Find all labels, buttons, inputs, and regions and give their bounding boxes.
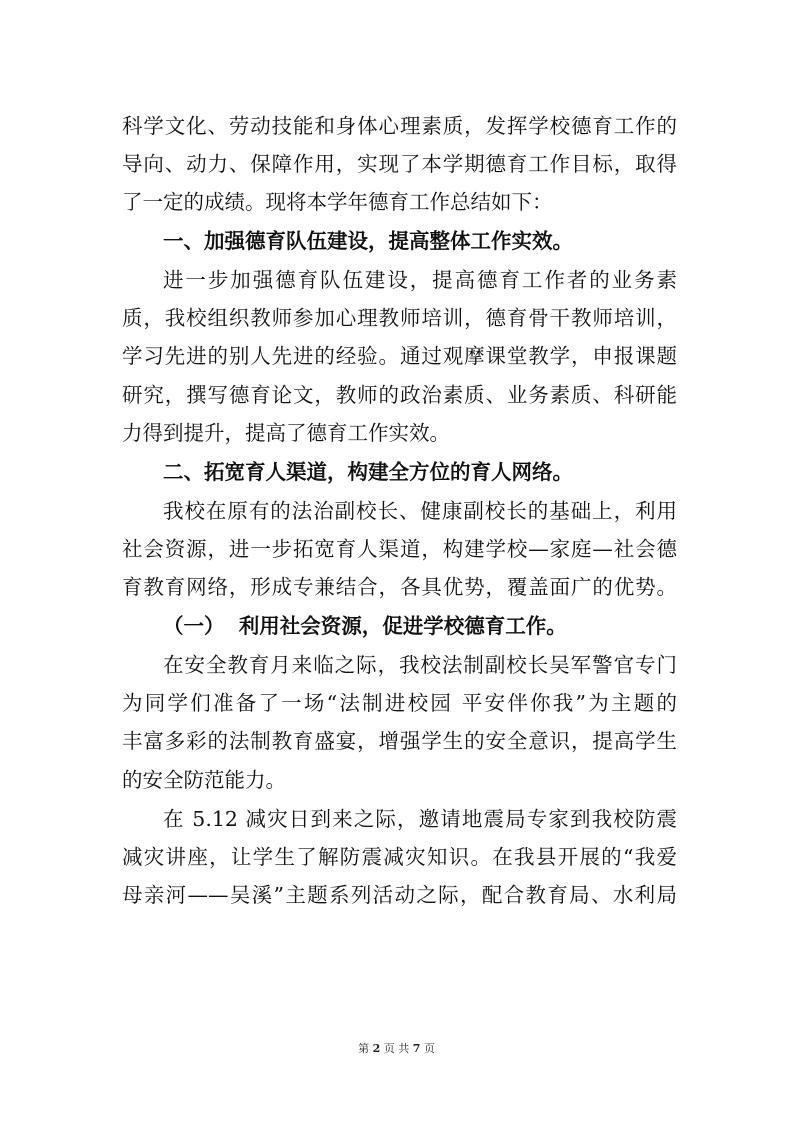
body-line: 导向、动力、保障作用，实现了本学期德育工作目标，取得: [122, 152, 677, 176]
body-line: 质，我校组织教师参加心理教师培训，德育骨干教师培训，: [122, 306, 677, 330]
total-page-number: 7: [412, 1042, 421, 1055]
footer-suffix: 页: [423, 1042, 435, 1055]
page-footer: [0, 1041, 793, 1057]
subsection-heading-1: （一） 利用社会资源，促进学校德育工作。: [163, 614, 567, 638]
body-line: 育教育网络，形成专兼结合，各具优势，覆盖面广的优势。: [122, 575, 677, 599]
paragraph-first-line: 在安全教育月来临之际，我校法制副校长吴军警官专门: [163, 653, 677, 677]
footer-prefix: 第: [358, 1042, 370, 1055]
body-line: 社会资源，进一步拓宽育人渠道，构建学校—家庭—社会德: [122, 537, 677, 561]
paragraph-first-line: 进一步加强德育队伍建设，提高德育工作者的业务素: [163, 268, 677, 292]
body-line: 为同学们准备了一场“法制进校园 平安伴你我”为主题的: [122, 691, 677, 715]
section-heading-2: 二、拓宽育人渠道，构建全方位的育人网络。: [163, 460, 573, 484]
current-page-number: 2: [372, 1042, 381, 1055]
body-line: 科学文化、劳动技能和身体心理素质，发挥学校德育工作的: [122, 114, 677, 138]
body-line: 了一定的成绩。现将本学年德育工作总结如下：: [122, 190, 553, 214]
body-line: 的安全防范能力。: [122, 768, 286, 792]
paragraph-first-line: 我校在原有的法治副校长、健康副校长的基础上，利用: [163, 499, 677, 523]
footer-middle: 页 共: [383, 1042, 410, 1055]
body-line: 力得到提升，提高了德育工作实效。: [122, 421, 450, 445]
body-line: 减灾讲座，让学生了解防震减灾知识。在我县开展的“我爱: [122, 845, 677, 869]
section-heading-1: 一、加强德育队伍建设，提高整体工作实效。: [163, 229, 573, 253]
body-line: 研究，撰写德育论文，教师的政治素质、业务素质、科研能: [122, 383, 677, 407]
body-line: 母亲河——吴溪”主题系列活动之际，配合教育局、水利局: [122, 883, 677, 907]
body-line: 丰富多彩的法制教育盛宴，增强学生的安全意识，提高学生: [122, 729, 677, 753]
body-line: 学习先进的别人先进的经验。通过观摩课堂教学，申报课题: [122, 344, 677, 368]
paragraph-first-line: 在 5.12 减灾日到来之际，邀请地震局专家到我校防震: [163, 807, 677, 831]
